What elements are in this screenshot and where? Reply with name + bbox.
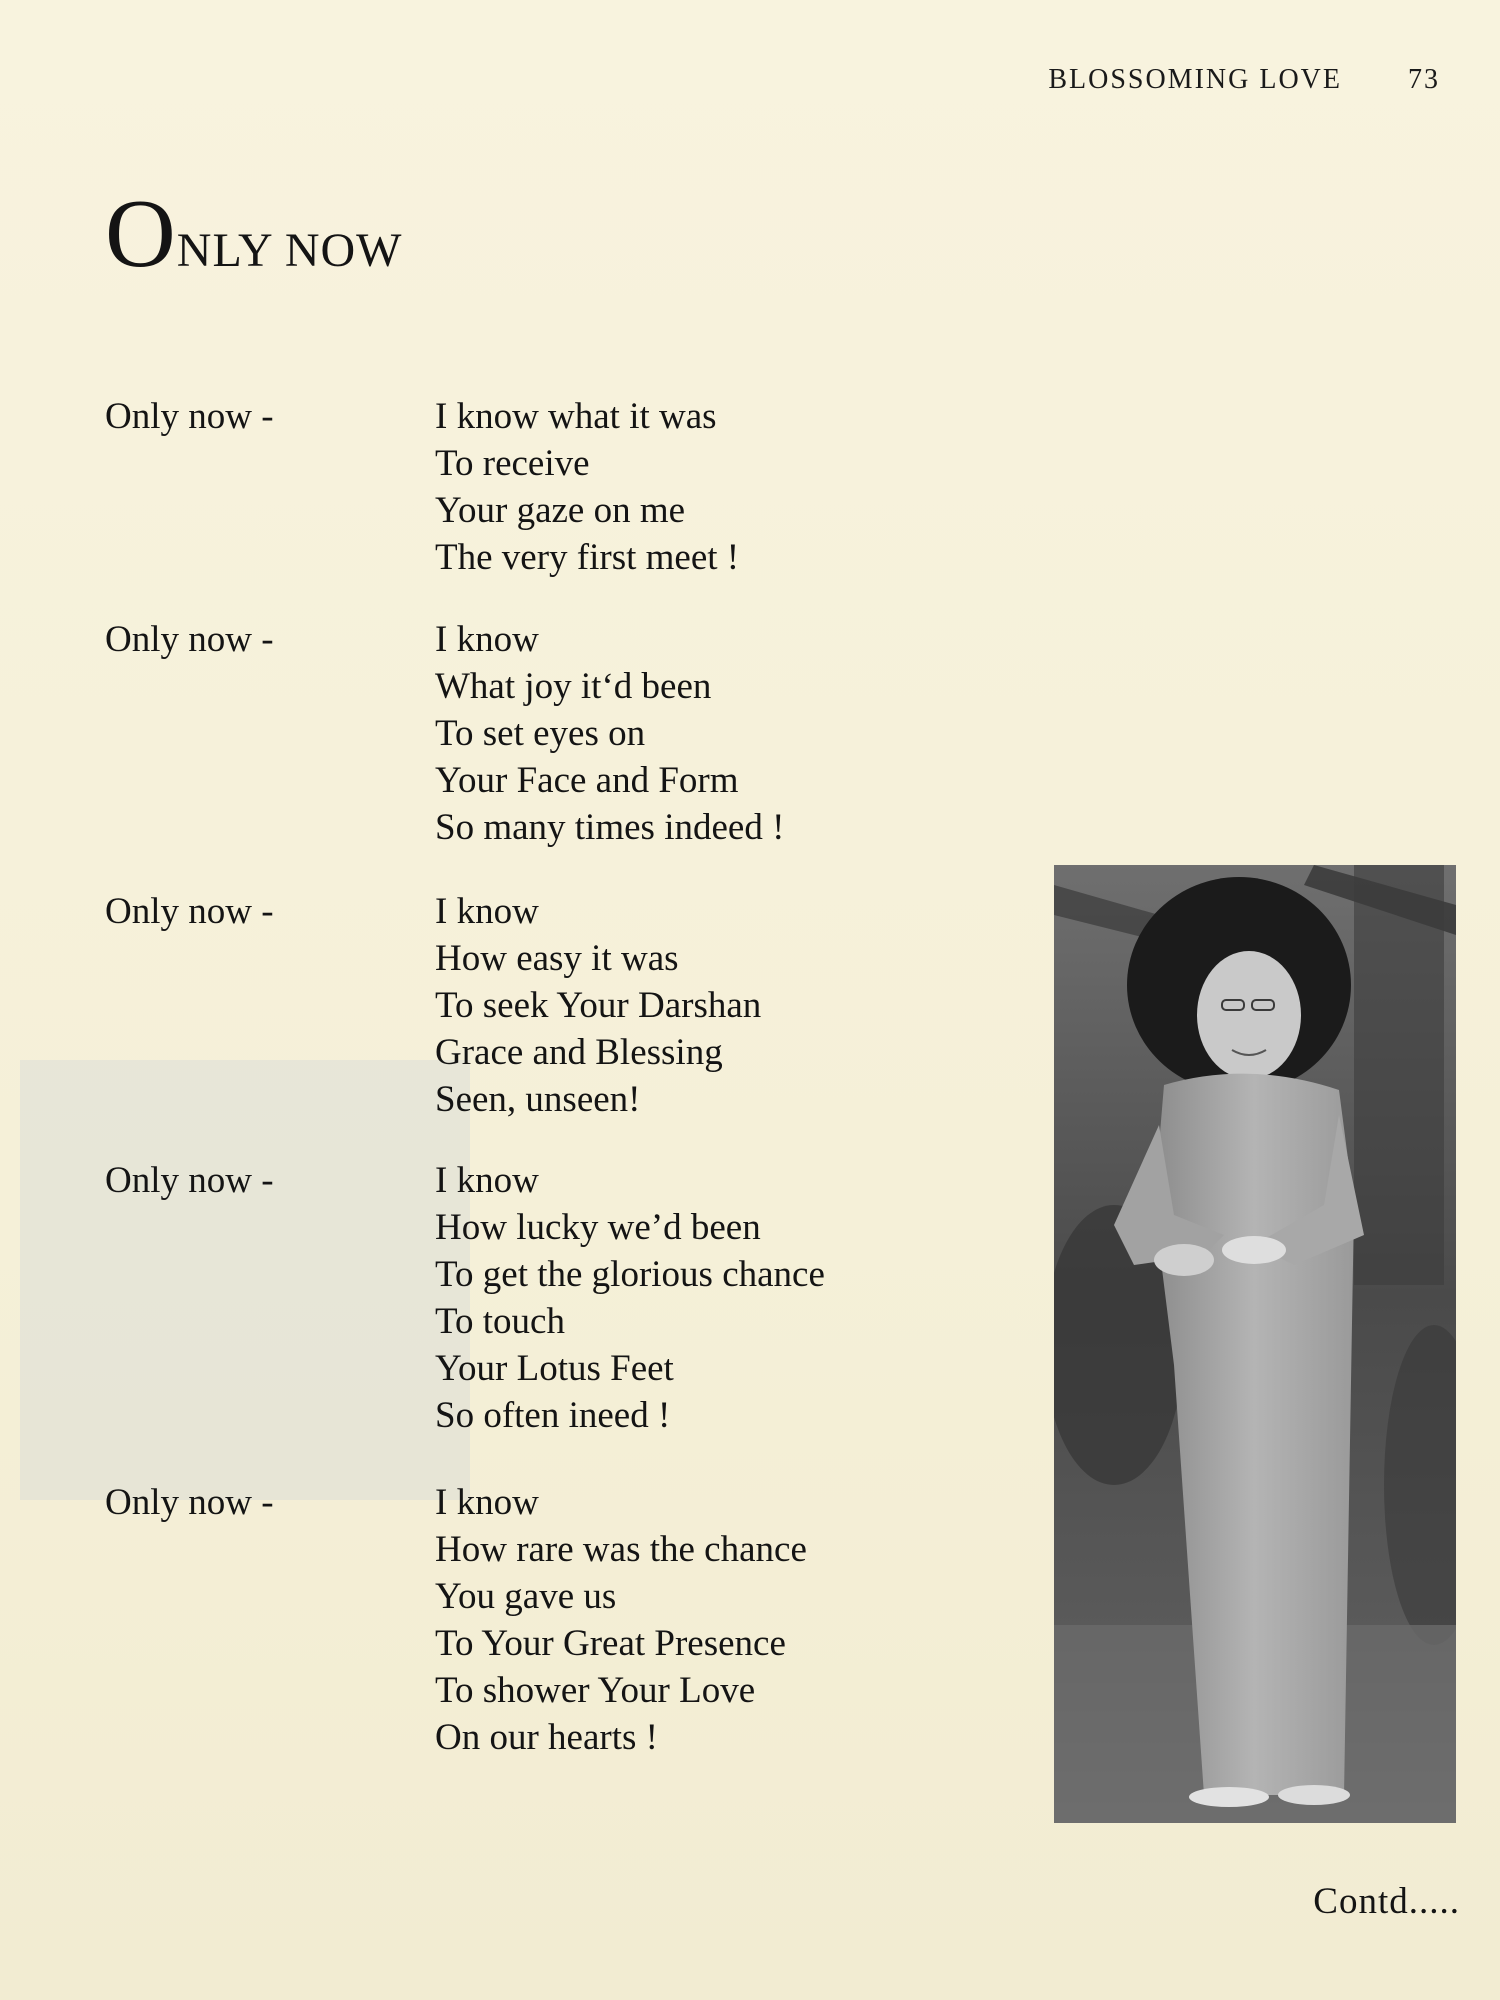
poem-line: You gave us (435, 1576, 617, 1617)
page-number: 73 (1408, 64, 1440, 95)
poem-line: To set eyes on (435, 713, 646, 754)
poem-line: How rare was the chance (435, 1529, 807, 1570)
stanza-lead: Only now - (105, 619, 274, 660)
title-initial: O (105, 180, 177, 288)
poem-line: On our hearts ! (435, 1717, 658, 1758)
stanza-2 (105, 616, 784, 851)
stanza-lines (435, 393, 739, 581)
poem-title (105, 180, 403, 288)
stanza-lines (435, 1479, 807, 1761)
stanza-5 (105, 1479, 807, 1761)
poem-line: Your gaze on me (435, 490, 686, 531)
stanza-lead: Only now - (105, 891, 274, 932)
poem-line: Your Face and Form (435, 760, 739, 801)
title-rest: NLY NOW (176, 224, 403, 277)
stanza-lines (435, 888, 761, 1123)
poem-line: To get the glorious chance (435, 1254, 825, 1295)
poem-line: I know what it was (435, 396, 717, 437)
stanza-1 (105, 393, 739, 581)
poem-line: How lucky we’d been (435, 1207, 761, 1248)
poem-line: I know (435, 1482, 539, 1523)
poem-line: I know (435, 1160, 539, 1201)
poem-line: The very first meet ! (435, 537, 740, 578)
stanza-lead: Only now - (105, 1160, 274, 1201)
poem-line: What joy it‘d been (435, 666, 712, 707)
section-title: BLOSSOMING LOVE (1048, 64, 1342, 95)
stanza-lead: Only now - (105, 1482, 274, 1523)
poem-line: I know (435, 891, 539, 932)
stanza-lines (435, 616, 784, 851)
poem-line: Seen, unseen! (435, 1079, 641, 1120)
poem-line: To receive (435, 443, 590, 484)
poem-line: To touch (435, 1301, 565, 1342)
poem-line: How easy it was (435, 938, 679, 979)
stanza-lines (435, 1157, 825, 1439)
poem-line: So many times indeed ! (435, 807, 785, 848)
poem-line: To seek Your Darshan (435, 985, 762, 1026)
stanza-4 (105, 1157, 825, 1439)
poem-line: To shower Your Love (435, 1670, 756, 1711)
portrait-illustration (1054, 865, 1456, 1823)
poem-line: So often ineed ! (435, 1395, 671, 1436)
poem-line: I know (435, 619, 539, 660)
continued-note: Contd..... (1313, 1881, 1460, 1922)
poem-line: To Your Great Presence (435, 1623, 786, 1664)
stanza-lead: Only now - (105, 396, 274, 437)
poem-line: Grace and Blessing (435, 1032, 723, 1073)
stanza-3 (105, 888, 761, 1123)
running-head (1048, 64, 1440, 96)
portrait-photo (1054, 865, 1456, 1823)
poem-line: Your Lotus Feet (435, 1348, 674, 1389)
